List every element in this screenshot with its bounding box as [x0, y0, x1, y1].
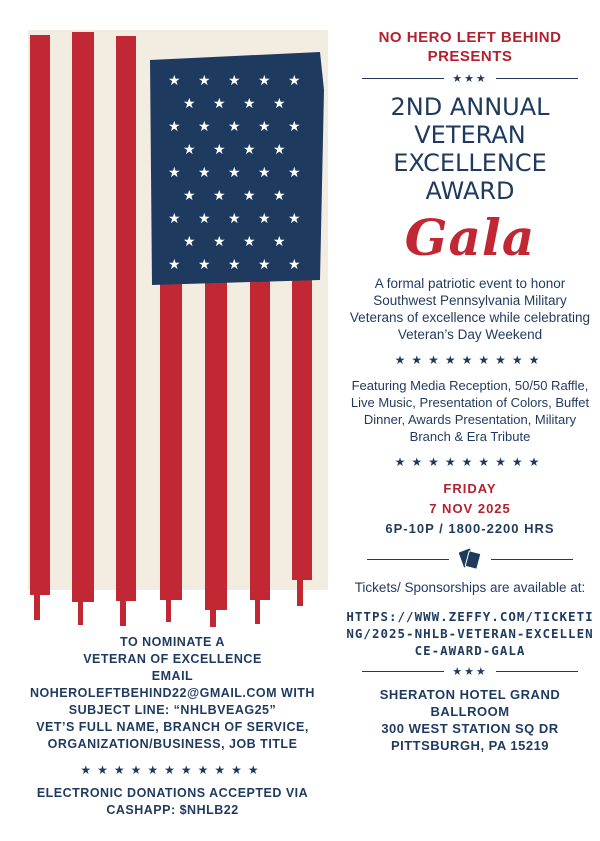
- svg-text:★: ★: [258, 257, 271, 273]
- svg-text:★: ★: [168, 211, 181, 227]
- star-icon: ★★★: [452, 73, 488, 85]
- svg-text:★: ★: [273, 188, 286, 204]
- svg-text:★: ★: [228, 165, 241, 181]
- svg-text:★: ★: [288, 211, 301, 227]
- star-icon: ★★★: [452, 666, 488, 678]
- organizer-name: NO HERO LEFT BEHIND: [378, 29, 562, 46]
- nominate-email[interactable]: NOHEROLEFTBEHIND22@GMAIL.COM WITH: [30, 686, 315, 700]
- svg-text:★: ★: [183, 142, 196, 158]
- svg-text:★: ★: [243, 234, 256, 250]
- nominate-line-5: SUBJECT LINE: “NHLBVEAG25”: [68, 703, 277, 717]
- svg-text:★: ★: [243, 142, 256, 158]
- tickets-link[interactable]: HTTPS://WWW.ZEFFY.COM/TICKETING/2025-NHLB-VETERAN-EXCELLENCE-AWARD-GALA: [346, 609, 594, 658]
- svg-text:★: ★: [183, 188, 196, 204]
- event-description: A formal patriotic event to honor Southwest Pennsylvania Military Veterans of excellence while celebrating Veteran’s Day Weekend: [349, 276, 591, 342]
- venue-line-3: 300 WEST STATION SQ DR: [381, 721, 559, 736]
- event-title: [345, 93, 595, 205]
- svg-text:★: ★: [273, 234, 286, 250]
- event-day: FRIDAY: [443, 481, 497, 496]
- svg-text:★: ★: [198, 73, 211, 89]
- svg-text:★: ★: [168, 257, 181, 273]
- event-time: 6P-10P / 1800-2200 HRS: [385, 521, 555, 536]
- svg-text:★: ★: [258, 119, 271, 135]
- svg-text:★: ★: [168, 73, 181, 89]
- svg-text:★: ★: [228, 73, 241, 89]
- svg-text:★: ★: [288, 165, 301, 181]
- nominate-line-6: VET’S FULL NAME, BRANCH OF SERVICE,: [36, 720, 309, 734]
- svg-text:★: ★: [273, 142, 286, 158]
- svg-text:★: ★: [168, 119, 181, 135]
- ticket-icon: [457, 547, 483, 571]
- svg-text:★: ★: [288, 257, 301, 273]
- nominate-line-1: TO NOMINATE A: [120, 635, 225, 649]
- svg-text:★: ★: [213, 188, 226, 204]
- donations-line-2: CASHAPP: $NHLB22: [106, 803, 239, 817]
- nominate-line-7: ORGANIZATION/BUSINESS, JOB TITLE: [47, 737, 298, 751]
- nominate-line-3: EMAIL: [151, 669, 194, 683]
- svg-text:★: ★: [258, 73, 271, 89]
- svg-text:★: ★: [258, 165, 271, 181]
- star-divider-icon: ★★★★★★★★★: [394, 353, 546, 367]
- event-schedule: [345, 479, 595, 539]
- tickets-info: Tickets/ Sponsorships are available at:: [354, 580, 586, 595]
- svg-text:★: ★: [228, 257, 241, 273]
- american-flag-illustration: [20, 30, 340, 630]
- svg-text:★: ★: [258, 211, 271, 227]
- svg-text:★: ★: [168, 165, 181, 181]
- event-features: Featuring Media Reception, 50/50 Raffle, Live Music, Presentation of Colors, Buffet Dinner, Awards Presentation, Military Branch & Era Tribute: [350, 378, 590, 444]
- venue-divider: [345, 665, 595, 678]
- svg-text:★: ★: [273, 96, 286, 112]
- svg-text:★: ★: [213, 96, 226, 112]
- event-date: 7 NOV 2025: [429, 501, 511, 516]
- title-line-2: VETERAN EXCELLENCE: [393, 121, 547, 177]
- donations-text: [10, 785, 335, 819]
- nominate-line-2: VETERAN OF EXCELLENCE: [83, 652, 262, 666]
- svg-text:★: ★: [198, 257, 211, 273]
- svg-text:★: ★: [243, 96, 256, 112]
- nomination-info: [10, 634, 335, 819]
- title-line-1: 2ND ANNUAL: [390, 93, 550, 121]
- svg-text:★: ★: [213, 142, 226, 158]
- event-info-column: [345, 28, 595, 754]
- venue-address: [345, 686, 595, 754]
- svg-text:★: ★: [198, 119, 211, 135]
- title-line-3: AWARD: [425, 177, 515, 205]
- svg-text:★: ★: [288, 73, 301, 89]
- title-divider: [345, 72, 595, 85]
- svg-text:★: ★: [228, 119, 241, 135]
- svg-text:★: ★: [288, 119, 301, 135]
- svg-text:★: ★: [183, 234, 196, 250]
- venue-line-2: BALLROOM: [430, 704, 510, 719]
- venue-line-4: PITTSBURGH, PA 15219: [390, 738, 550, 753]
- nomination-text: [10, 634, 335, 753]
- star-divider-icon: ★★★★★★★★★★★: [80, 763, 265, 777]
- donations-line-1: ELECTRONIC DONATIONS ACCEPTED VIA: [36, 786, 309, 800]
- presents-label: PRESENTS: [427, 48, 513, 65]
- svg-text:★: ★: [213, 234, 226, 250]
- svg-text:★: ★: [228, 211, 241, 227]
- venue-line-1: SHERATON HOTEL GRAND: [379, 687, 561, 702]
- svg-text:★: ★: [183, 96, 196, 112]
- ticket-divider: [345, 547, 595, 571]
- star-divider-icon: ★★★★★★★★★: [394, 455, 546, 469]
- gala-script-title: Gala: [404, 208, 536, 267]
- svg-text:★: ★: [198, 165, 211, 181]
- svg-text:★: ★: [243, 188, 256, 204]
- svg-text:★: ★: [198, 211, 211, 227]
